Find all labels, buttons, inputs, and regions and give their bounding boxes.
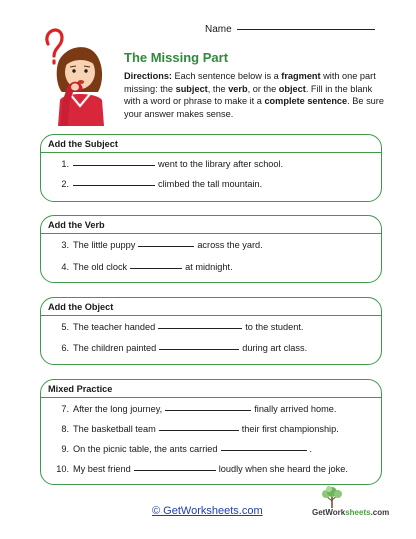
question-item: 5. The teacher handed to the student. — [61, 322, 304, 332]
answer-blank[interactable] — [221, 450, 307, 451]
copyright-link[interactable]: © GetWorksheets.com — [152, 505, 263, 517]
question-item: 10. My best friend loudly when she heard the joke. — [56, 464, 348, 474]
question-item: 6. The children painted during art class. — [61, 343, 308, 353]
answer-blank[interactable] — [138, 246, 194, 247]
question-item: 3. The little puppy across the yard. — [61, 240, 263, 250]
name-field — [205, 24, 375, 35]
section-title: Add the Object — [41, 298, 381, 316]
question-item: 1. went to the library after school. — [61, 159, 284, 169]
question-item: 4. The old clock at midnight. — [61, 262, 233, 272]
section-add-object — [40, 297, 382, 365]
section-title: Add the Verb — [41, 216, 381, 234]
answer-blank[interactable] — [159, 349, 239, 350]
section-title: Add the Subject — [41, 135, 381, 153]
directions-text: Directions: Each sentence below is a fragment with one part missing: the subject, the verb, or the object. Fill in the blank with a word or phrase to make it a complete sentence. Be sure your answer makes sense. — [124, 71, 384, 119]
question-item: 8. The basketball team their first championship. — [61, 424, 339, 434]
question-item: 7. After the long journey, finally arrived home. — [61, 404, 337, 414]
section-add-subject — [40, 134, 382, 202]
answer-blank[interactable] — [73, 165, 155, 166]
answer-blank[interactable] — [134, 470, 216, 471]
name-blank[interactable] — [237, 29, 375, 30]
section-mixed-practice — [40, 379, 382, 485]
name-label: Name — [205, 24, 232, 35]
question-item: 2. climbed the tall mountain. — [61, 179, 263, 189]
answer-blank[interactable] — [130, 268, 182, 269]
answer-blank[interactable] — [73, 185, 155, 186]
thinking-girl-illustration — [40, 26, 114, 126]
getworksheets-logo — [312, 486, 390, 522]
footer — [152, 505, 263, 517]
answer-blank[interactable] — [165, 410, 251, 411]
worksheet-title: The Missing Part — [124, 50, 229, 65]
logo-wordmark: GetWorksheets.com — [312, 508, 390, 517]
tree-icon — [312, 486, 384, 510]
question-item: 9. On the picnic table, the ants carried . — [61, 444, 313, 454]
section-add-verb — [40, 215, 382, 283]
answer-blank[interactable] — [158, 328, 242, 329]
answer-blank[interactable] — [159, 430, 239, 431]
section-title: Mixed Practice — [41, 380, 381, 398]
